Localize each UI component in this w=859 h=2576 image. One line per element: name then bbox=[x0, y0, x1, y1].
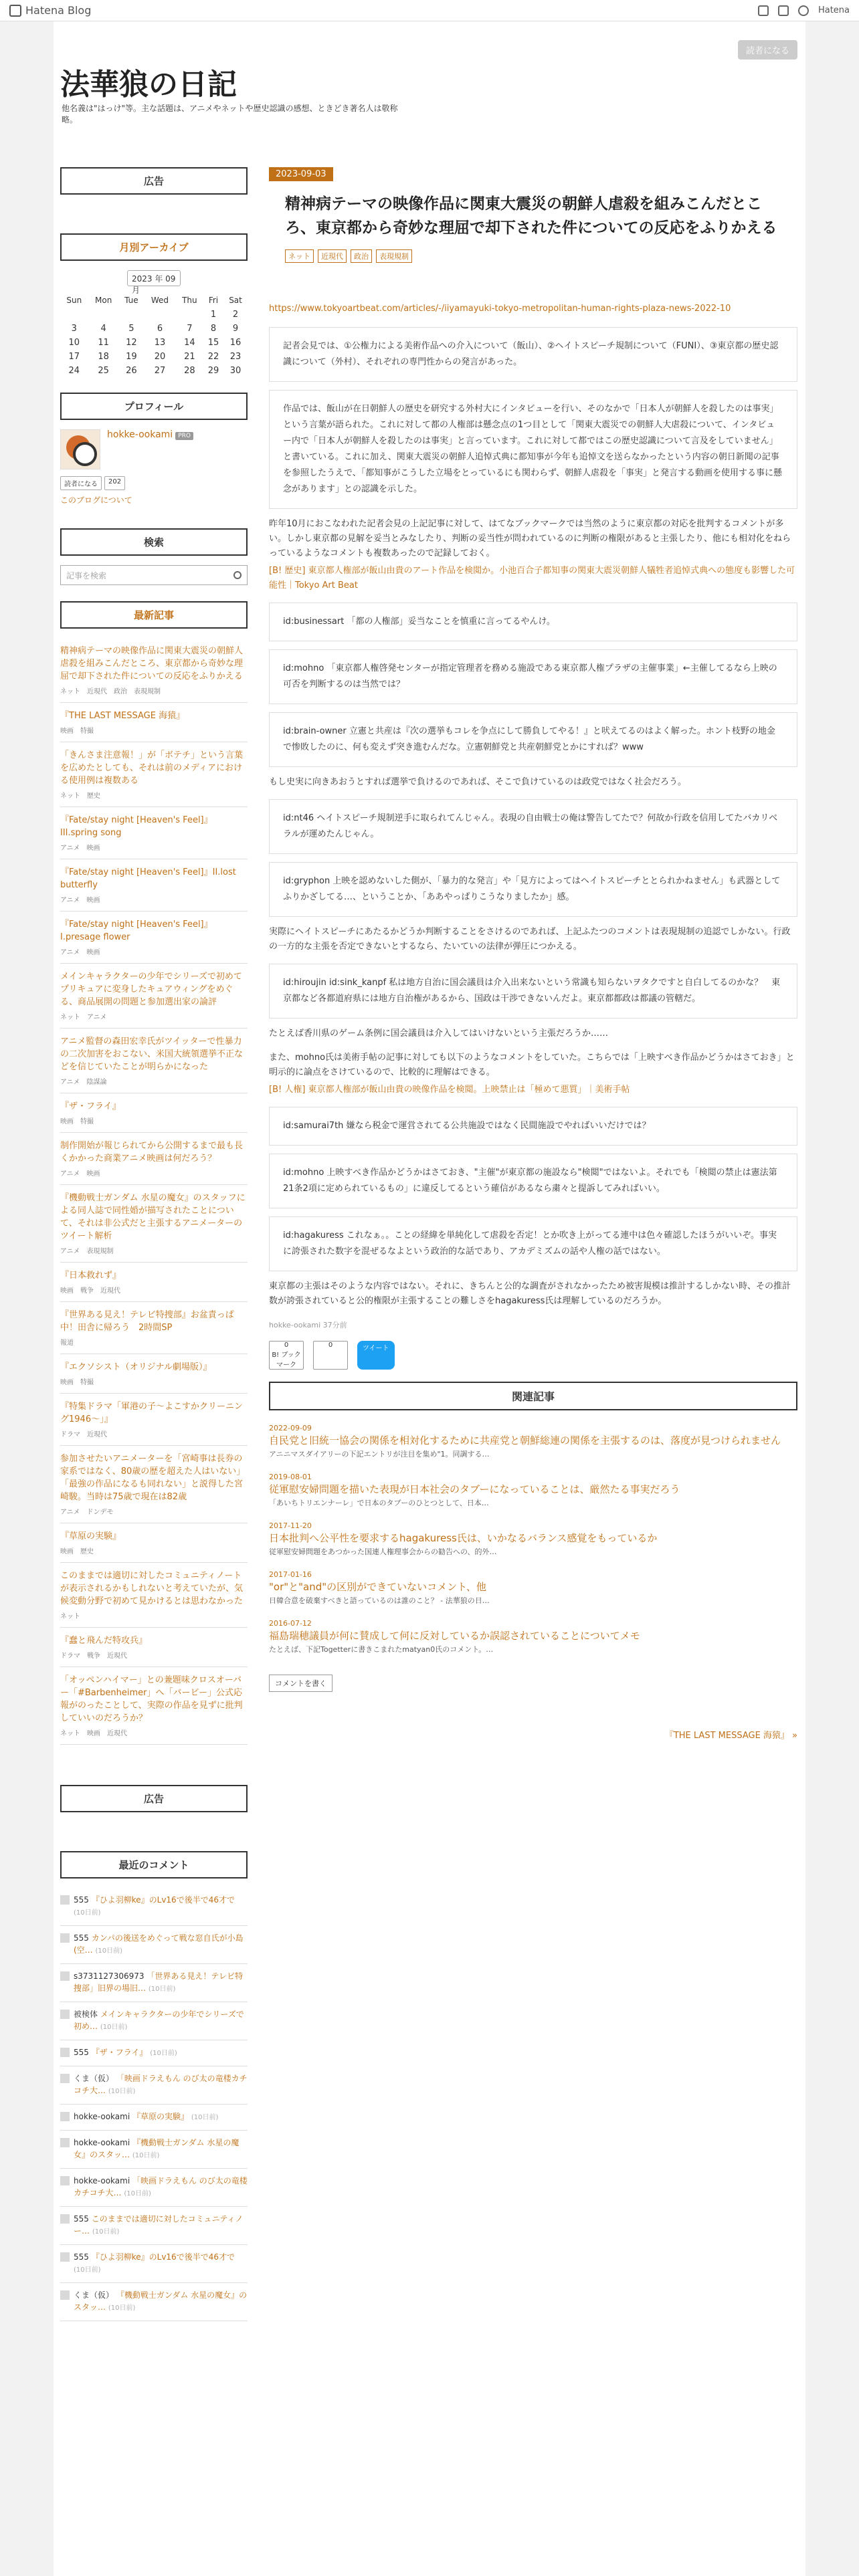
related-list bbox=[269, 1424, 797, 1654]
calendar-day[interactable]: 9 bbox=[232, 324, 239, 334]
comment-date: (10日前) bbox=[95, 1947, 123, 1955]
recent-item[interactable] bbox=[60, 703, 248, 742]
profile-heading: プロフィール bbox=[60, 393, 248, 420]
comment-quote bbox=[269, 964, 797, 1018]
comment-item[interactable] bbox=[60, 1964, 248, 2002]
related-date: 2017-01-16 bbox=[269, 1570, 312, 1579]
user-icon bbox=[60, 1971, 70, 1981]
recent-item-categories: ネット 近現代 政治 表現規制 bbox=[60, 688, 161, 695]
para-6: 東京都の主張はそのような内容ではない。それに、きちんと公的な調査がされなかったため被害規模は推計するしかない時、その推計数が誇張されていると公的権限が主張することの難しさをhagakuress氏は理解しているのだろうか。 bbox=[269, 1281, 791, 1306]
calendar-day[interactable]: 19 bbox=[126, 352, 137, 362]
avatar-shape bbox=[73, 442, 97, 466]
comment-target[interactable]: このままでは適切に対したコミュニティノー… bbox=[74, 2214, 244, 2236]
calendar-day[interactable]: 16 bbox=[229, 338, 242, 348]
recent-item[interactable] bbox=[60, 911, 248, 964]
user-icon bbox=[60, 2112, 70, 2121]
recent-item-title[interactable]: 『Fate/stay night [Heaven's Feel]』III.spring song bbox=[60, 815, 213, 838]
tweet-button[interactable]: ツイート bbox=[357, 1341, 395, 1370]
recent-item-categories: 報道 bbox=[60, 1339, 74, 1347]
recent-item-title[interactable]: メインキャラクターの少年でシリーズで初めてプリキュアに変身したキュアウィングをめぐる、商品展開の問題と参加選出家の論評 bbox=[60, 972, 242, 1007]
global-header bbox=[0, 0, 859, 21]
comment-date: (10日前) bbox=[108, 2304, 136, 2312]
comment-target[interactable]: 「映画ドラえもん のび太の竜楼カチコチ大… bbox=[74, 2074, 248, 2095]
main-content bbox=[269, 167, 797, 1741]
related-heading: 関連記事 bbox=[269, 1382, 797, 1410]
related-item[interactable] bbox=[269, 1521, 797, 1557]
comment-date: (10日前) bbox=[132, 2152, 160, 2159]
calendar-weekday: Mon bbox=[95, 296, 112, 305]
related-date: 2022-09-09 bbox=[269, 1424, 312, 1432]
comment-text: id:samurai7th 嫌なら税金で運営されてる公共施設ではなく民間施設でやればいいだけでは？ bbox=[283, 1121, 651, 1131]
recent-item[interactable] bbox=[60, 1628, 248, 1667]
recent-item-title[interactable]: 参加させたいアニメーターを「宮崎事は長券の家系ではなく、80歳の歴を超えた人はいない」「最強の作品になるも同れない」と説得した宮崎駿。当時は75歳で現在は82歳 bbox=[60, 1454, 246, 1502]
recent-heading: 最新記事 bbox=[60, 601, 248, 629]
write-comment-button[interactable]: コメントを書く bbox=[269, 1675, 332, 1692]
calendar-day[interactable]: 27 bbox=[154, 366, 166, 376]
recent-item[interactable] bbox=[60, 1523, 248, 1563]
recent-item-title[interactable]: 『機動戦士ガンダム 水星の魔女』のスタッフによる同人誌で同性婚が描写されたことについて、それは非公式だと主張するアニメーターのツイート解析 bbox=[60, 1193, 246, 1241]
recent-item-title[interactable]: 『Fate/stay night [Heaven's Feel]』I.presage flower bbox=[60, 920, 213, 942]
recent-item[interactable] bbox=[60, 1446, 248, 1523]
user-icon bbox=[60, 2010, 70, 2019]
recent-item[interactable] bbox=[60, 1667, 248, 1745]
related-title[interactable]: "or"と"and"の区別ができていないコメント、他 bbox=[269, 1581, 486, 1593]
calendar bbox=[60, 293, 248, 378]
comment-item[interactable] bbox=[60, 2040, 248, 2066]
facebook-count: 0 bbox=[328, 1341, 333, 1349]
comment-item[interactable] bbox=[60, 2066, 248, 2105]
quote-1: 記者会見では、①公権力による美術作品への介入について（飯山）、②ヘイトスピーチ規制について（FUNI）、③東京都の歴史認識について（外村）、それぞれの専門性からの発言があった。 bbox=[269, 327, 797, 382]
calendar-day[interactable]: 21 bbox=[184, 352, 195, 362]
calendar-day[interactable]: 22 bbox=[207, 352, 219, 362]
para-5: また、mohno氏は美術手帖の記事に対しても以下のようなコメントをしていた。こちらでは「上映すべき作品かどうかはさておき」と明示的に論点をさけているので、比較的に理解はできる。 bbox=[269, 1053, 795, 1077]
recent-item-categories: 映画 特撮 bbox=[60, 728, 94, 735]
related-title[interactable]: 従軍慰安婦問題を描いた表現が日本社会のタブーになっていることは、厳然たる事実だろう bbox=[269, 1483, 680, 1495]
notification-icon[interactable] bbox=[798, 5, 809, 16]
post-title[interactable]: 精神病テーマの映像作品に関東大震災の朝鮮人虐殺を組みこんだところ、東京都から奇妙な理屈で却下された件についての反応をふりかえる bbox=[285, 195, 777, 237]
comment-user[interactable]: くま（仮） bbox=[74, 2290, 114, 2300]
calendar-day[interactable]: 3 bbox=[71, 324, 77, 334]
calendar-day[interactable]: 2 bbox=[232, 310, 239, 320]
comment-item[interactable] bbox=[60, 2283, 248, 2321]
comment-target[interactable]: 「映画ドラえもん のび太の竜楼カチコチ大… bbox=[74, 2176, 248, 2197]
recent-item-title[interactable]: 『世界ある見え！テレビ特捜部』お盆責っぱ中！田舎に帰ろう 2時間SP bbox=[60, 1310, 234, 1333]
recent-item-categories: アニメ 陰謀論 bbox=[60, 1079, 107, 1086]
calendar-day[interactable]: 7 bbox=[187, 324, 193, 334]
recent-item-categories: 映画 歴史 bbox=[60, 1548, 94, 1555]
calendar-day[interactable]: 11 bbox=[98, 338, 109, 348]
user-icon bbox=[60, 2048, 70, 2057]
category-tag[interactable]: ネット bbox=[285, 249, 314, 263]
recent-item-title[interactable]: このままでは適切に対したコミュニティノートが表示されるかもしれないと考えていたが、気候変動分野で初めて見かけるとは思わなかった bbox=[60, 1571, 244, 1606]
recent-item-title[interactable]: 「オッペンハイマー」との兼題味クロスオーバー「#Barbenheimer」へ「バービー」公式応報がのったことして、実際の作品を見ずに批判していいのだろうか？ bbox=[60, 1675, 243, 1723]
comment-user[interactable]: 555 bbox=[74, 2214, 89, 2224]
source-url[interactable]: https://www.tokyoartbeat.com/articles/-/iiyamayuki-tokyo-metropolitan-human-rights-plaza-news-2022-10 bbox=[269, 304, 731, 314]
next-post-link[interactable]: 『THE LAST MESSAGE 海猿』 » bbox=[664, 1731, 797, 1741]
calendar-day[interactable]: 5 bbox=[128, 324, 134, 334]
calendar-day[interactable]: 6 bbox=[157, 324, 163, 334]
related-date: 2019-08-01 bbox=[269, 1473, 312, 1481]
calendar-day[interactable] bbox=[88, 308, 119, 322]
logo-text: Hatena Blog bbox=[25, 4, 92, 17]
calendar-day[interactable]: 29 bbox=[207, 366, 219, 376]
follow-button[interactable]: 読者になる bbox=[60, 476, 102, 490]
related-item[interactable] bbox=[269, 1619, 797, 1654]
related-item[interactable] bbox=[269, 1570, 797, 1606]
calendar-day[interactable] bbox=[144, 308, 176, 322]
recent-item-title[interactable]: 『Fate/stay night [Heaven's Feel]』II.lost butterfly bbox=[60, 867, 236, 890]
recent-item-categories: ネット アニメ bbox=[60, 1014, 107, 1021]
recent-item-categories: アニメ ドンデモ bbox=[60, 1509, 114, 1516]
recent-item[interactable] bbox=[60, 1133, 248, 1185]
calendar-day[interactable]: 17 bbox=[68, 352, 80, 362]
user-icon bbox=[60, 2074, 70, 2083]
related-item[interactable] bbox=[269, 1473, 797, 1508]
comment-target[interactable]: 『ザ・フライ』 bbox=[91, 2048, 148, 2057]
comment-user[interactable]: hokke-ookami bbox=[74, 2112, 130, 2121]
archive-selected-value: 2023 年 09 月 bbox=[132, 274, 176, 295]
comment-date: (10日前) bbox=[150, 2050, 177, 2057]
related-summary: たとえば、下記Togetterに書きこまれたmatyan0氏のコメント。… bbox=[269, 1645, 494, 1654]
recent-item[interactable] bbox=[60, 1354, 248, 1394]
about-blog-link[interactable]: このブログについて bbox=[60, 496, 132, 505]
comment-text: id:gryphon 上映を認めないした側が、「暴力的な発言」や「見方によってはヘイトスピーチととられかねません」も武器としてふりかざしてる…、ということか、「ああやっぱりこうなりましたか」感。 bbox=[283, 876, 781, 902]
recent-item[interactable] bbox=[60, 859, 248, 911]
recent-item-categories: アニメ 映画 bbox=[60, 1170, 100, 1178]
comment-item[interactable] bbox=[60, 2207, 248, 2245]
comment-user[interactable]: くま（仮） bbox=[74, 2074, 114, 2083]
comment-quote bbox=[269, 603, 797, 641]
comment-text: id:businessart 「都の人権部」妥当なことを慎重に言ってるやんけ。 bbox=[283, 617, 555, 627]
user-icon bbox=[60, 2176, 70, 2185]
recent-item-title[interactable]: 「きんさま注意報！」が「ボテチ」という言葉を広めたとしても、それは前のメディアにおける使用例は複数ある bbox=[60, 750, 244, 786]
recent-item[interactable] bbox=[60, 1263, 248, 1302]
comment-quote bbox=[269, 1154, 797, 1208]
related-summary: アニニマスダイアリーの下記エントリが注目を集め"1。同調する… bbox=[269, 1450, 490, 1459]
comment-text: id:mohno 上映すべき作品かどうかはさておき、"主催"が東京都の施設なら"検閲"ではないよ。それでも「検閲の禁止は憲法第21条2項に定められているもの」に違反してるという確信があるなら粛々と提訴してみればいい。 bbox=[283, 1168, 777, 1194]
avatar[interactable] bbox=[60, 429, 100, 469]
recent-item-categories: アニメ 映画 bbox=[60, 949, 100, 956]
recent-item[interactable] bbox=[60, 1093, 248, 1133]
related-title[interactable]: 自民党と旧統一協会の関係を相対化するために共産党と朝鮮総連の関係を主張するのは、落度が見つけられません bbox=[269, 1434, 781, 1446]
recent-item[interactable] bbox=[60, 742, 248, 807]
comment-text: id:nt46 ヘイトスピーチ規制逆手に取られてんじゃん。表現の自由戦士の俺は警告してたで？何故か行政を信用してたバカリベラルが運めたんじゃん。 bbox=[283, 813, 778, 839]
related-summary: 「あいちトリエンナーレ」で日本のタブーのひとつとして、日本… bbox=[269, 1499, 489, 1507]
comment-item[interactable] bbox=[60, 1926, 248, 1964]
calendar-day[interactable]: 12 bbox=[126, 338, 137, 348]
recent-item-title[interactable]: 『蠢と飛んだ特攻兵』 bbox=[60, 1636, 148, 1646]
comment-item[interactable] bbox=[60, 1888, 248, 1926]
comment-target[interactable]: 『草原の実験』 bbox=[132, 2112, 189, 2121]
recent-item-categories: ドラマ 戦争 近現代 bbox=[60, 1652, 127, 1660]
calendar-day[interactable]: 15 bbox=[207, 338, 219, 348]
edit-icon[interactable] bbox=[758, 5, 769, 16]
comment-user[interactable]: 555 bbox=[74, 2252, 89, 2262]
quote-2: 作品では、飯山が在日朝鮮人の歴史を研究する外村大にインタビューを行い、そのなかで「日本人が朝鮮人を殺したのは事実」という言葉が語られた。これに対して都の人権部は懸念点の1つ目として「関東大震災での朝鮮人大虐殺について、インタビュー内で「日本人が朝鮮人を殺したのは事実」と言っています。これに対して都ではこの歴史認識について言及をしていません」と書いている。これに加え、関東大震災の朝鮮人追悼式典に都知事が今年も追悼文を送らなかったという内容の朝日新聞の記事を参照したうえで、「都知事がこうした立場をとっているにも関わらず、朝鮮人虐殺を「事実」と発言する動画を使用する事に懸念があります」との認識を示した。 bbox=[269, 390, 797, 509]
blog-title[interactable]: 法華狼の日記 bbox=[60, 68, 237, 102]
calendar-day[interactable] bbox=[119, 308, 144, 322]
calendar-weekday: Thu bbox=[182, 296, 197, 305]
archive-heading: 月別アーカイブ bbox=[60, 233, 248, 261]
blog-header bbox=[54, 21, 805, 155]
comment-quote bbox=[269, 712, 797, 767]
comment-date: (10日前) bbox=[124, 2190, 151, 2197]
sidebar bbox=[60, 167, 248, 2321]
bookmark-count: 0 bbox=[284, 1341, 289, 1349]
calendar-day[interactable]: 10 bbox=[68, 338, 80, 348]
hatena-blog-logo[interactable] bbox=[9, 4, 91, 17]
comment-item[interactable] bbox=[60, 2169, 248, 2207]
comment-quote bbox=[269, 799, 797, 854]
related-item[interactable] bbox=[269, 1424, 797, 1459]
user-icon bbox=[60, 1933, 70, 1943]
recent-item-categories: 映画 特撮 bbox=[60, 1379, 94, 1386]
recent-item-categories: ネット 歴史 bbox=[60, 792, 100, 800]
calendar-day[interactable] bbox=[60, 308, 88, 322]
bookmark-link-1[interactable]: [B! 歴史] 東京都人権部が飯山由貴のアート作品を検閲か。小池百合子都知事の関東大震災朝鮮人犠牲者追悼式典への態度も影響した可能性｜Tokyo Art Beat bbox=[269, 566, 795, 591]
calendar-day[interactable]: 18 bbox=[98, 352, 109, 362]
user-icon bbox=[60, 2214, 70, 2224]
recent-item-title[interactable]: 制作開始が報じられてから公開するまで最も長くかかった商業アニメ映画は何だろう？ bbox=[60, 1141, 244, 1164]
comment-user[interactable]: s3731127306973 bbox=[74, 1971, 145, 1981]
comment-date: (10日前) bbox=[92, 2228, 120, 2236]
profile bbox=[60, 429, 248, 469]
recent-item-title[interactable]: 『日本救れず』 bbox=[60, 1271, 122, 1281]
follow-widget bbox=[60, 476, 248, 490]
comment-date: (10日前) bbox=[74, 2266, 101, 2274]
comment-item[interactable] bbox=[60, 2002, 248, 2040]
user-icon bbox=[60, 1895, 70, 1905]
calendar-day[interactable]: 23 bbox=[229, 352, 242, 362]
archive-select[interactable] bbox=[127, 270, 181, 295]
comment-target[interactable]: 『機動戦士ガンダム 水星の魔女』のスタッ… bbox=[74, 2138, 240, 2159]
recent-item-categories: ネット 映画 近現代 bbox=[60, 1730, 127, 1737]
comment-text: id:brain-owner 立憲と共産は『次の選挙もコレを争点にして勝負してやる！』と吠えてるのはよく解った。ホント枝野の地金で惨敗したのに、何も変えず突き進むんだな。立憲朝鮮党と共産朝鮮党とかにすれば？www bbox=[283, 726, 775, 752]
search-box[interactable] bbox=[60, 565, 248, 585]
comment-text: id:hagakuress これなぁ。。ことの経緯を単純化して虐殺を否定！とか吹き上がってる連中は色々確認したほうがいいぞ。事実に誇張された数字を混ぜるなよという政治的な話であり、アカデミズムの話や人権の話ではない。 bbox=[283, 1230, 777, 1257]
calendar-weekday: Fri bbox=[208, 296, 219, 305]
calendar-weekday: Sun bbox=[66, 296, 82, 305]
hatena-logo-icon bbox=[9, 5, 21, 17]
post-date[interactable]: 2023-09-03 bbox=[269, 167, 333, 181]
recent-item-categories: ドラマ 近現代 bbox=[60, 1431, 107, 1438]
recent-item[interactable] bbox=[60, 1563, 248, 1628]
comment-item[interactable] bbox=[60, 2131, 248, 2169]
comment-date: (10日前) bbox=[100, 2024, 128, 2031]
facebook-share-button[interactable] bbox=[313, 1341, 348, 1370]
para-2: もし史実に向きあおうとすれば選挙で負けるのであれば、そこで負けているのは政党ではなく社会だろう。 bbox=[269, 777, 687, 787]
user-icon bbox=[60, 2252, 70, 2262]
recent-item-categories: アニメ 映画 bbox=[60, 897, 100, 904]
comment-date: (10日前) bbox=[108, 2088, 136, 2095]
post-meta[interactable]: hokke-ookami 37分前 bbox=[269, 1321, 347, 1329]
search-icon[interactable] bbox=[233, 571, 242, 579]
bookmark-label: B! ブックマーク bbox=[272, 1352, 301, 1369]
comment-user[interactable]: 555 bbox=[74, 2048, 89, 2057]
recent-item[interactable] bbox=[60, 1185, 248, 1263]
bookmark-link-2[interactable]: [B! 人権] 東京都人権部が飯山由貴の映像作品を検閲。上映禁止は「極めて悪質」｜美術手帖 bbox=[269, 1085, 630, 1095]
search-input[interactable]: 記事を検索 bbox=[66, 570, 107, 580]
recent-item-title[interactable]: アニメ監督の森田宏幸氏がツイッターで性暴力の二次加害をおこない、米国大統領選挙不正などを信じていたことが明らかになった bbox=[60, 1037, 244, 1072]
recent-item-title[interactable]: 『エクソシスト（オリジナル劇場版）』 bbox=[60, 1362, 212, 1372]
reader-icon[interactable] bbox=[778, 5, 789, 16]
comment-quote bbox=[269, 1107, 797, 1146]
recent-item-categories: 映画 特撮 bbox=[60, 1118, 94, 1125]
blog-container bbox=[54, 21, 805, 2576]
comment-user[interactable]: hokke-ookami bbox=[74, 2138, 130, 2147]
subscribe-button[interactable]: 読者になる bbox=[738, 40, 797, 60]
recent-item-title[interactable]: 『ザ・フライ』 bbox=[60, 1101, 121, 1111]
related-title[interactable]: 福島瑞穂議員が何に賛成して何に反対しているか誤認されていることについてメモ bbox=[269, 1630, 640, 1642]
hatena-bookmark-button[interactable] bbox=[269, 1341, 304, 1370]
calendar-day[interactable]: 24 bbox=[68, 366, 80, 376]
para-3: 実際にヘイトスピーチにあたるかどうか判断することをさけるのであれば、上記ふたつのコメントは表現規制の追認でしかない。行政の一方的な主張を否定できないとするなら、たいていの法律が弾圧につかえる。 bbox=[269, 927, 791, 952]
calendar-day[interactable]: 13 bbox=[154, 338, 166, 348]
comment-quote bbox=[269, 862, 797, 917]
recent-list bbox=[60, 638, 248, 1745]
related-title[interactable]: 日本批判へ公平性を要求するhagakuress氏は、いかなるバランス感覚をもっているか bbox=[269, 1532, 658, 1544]
recent-item-title[interactable]: 『特集ドラマ「軍港の子〜よこすかクリーニング1946〜」』 bbox=[60, 1402, 244, 1424]
user-icon bbox=[60, 2138, 70, 2147]
para-4: たとえば香川県のゲーム条例に国会議員は介入してはいけないという主張だろうか…… bbox=[269, 1029, 609, 1039]
calendar-day[interactable] bbox=[176, 308, 203, 322]
search-heading: 検索 bbox=[60, 528, 248, 556]
recent-item-title[interactable]: 精神病テーマの映像作品に関東大震災の朝鮮人虐殺を組みこんだところ、東京都から奇妙な理屈で却下された件についての反応をふりかえる bbox=[60, 646, 244, 681]
related-date: 2016-07-12 bbox=[269, 1619, 312, 1628]
category-tag[interactable]: 近現代 bbox=[318, 249, 347, 263]
comment-user[interactable]: 被検体 bbox=[74, 2010, 98, 2019]
calendar-day[interactable]: 30 bbox=[229, 366, 242, 376]
hatena-account-link[interactable]: Hatena bbox=[818, 5, 850, 15]
recent-item-categories: 映画 戦争 近現代 bbox=[60, 1287, 120, 1295]
comment-target[interactable]: 『機動戦士ガンダム 水星の魔女』のスタッ… bbox=[74, 2290, 248, 2312]
calendar-day[interactable]: 1 bbox=[210, 310, 217, 320]
calendar-day[interactable]: 8 bbox=[210, 324, 217, 334]
profile-name[interactable]: hokke-ookami bbox=[107, 429, 173, 440]
calendar-weekday: Wed bbox=[151, 296, 169, 305]
calendar-weekday: Sat bbox=[229, 296, 242, 305]
share-buttons bbox=[269, 1341, 797, 1370]
calendar-day[interactable]: 26 bbox=[126, 366, 137, 376]
recent-item-categories: ネット bbox=[60, 1613, 80, 1620]
comment-text: id:hiroujin id:sink_kanpf 私は地方自治に国会議員は介入出来ないという常識も知らないヲタクですと自白してるのかな？ 東京都など各都道府県には地方自治権があるから、国政は干渉できないんだよ。東京都都政は都議の管轄だ。 bbox=[283, 978, 781, 1004]
related-summary: 日韓合意を破棄すべきと語っているのは誰のこと？ - 法華狼の日… bbox=[269, 1596, 490, 1605]
comments-list bbox=[60, 1888, 248, 2321]
comment-date: (10日前) bbox=[148, 1985, 176, 1993]
category-tag[interactable]: 表現規制 bbox=[376, 249, 412, 263]
calendar-day[interactable]: 4 bbox=[100, 324, 106, 334]
follow-count: 202 bbox=[104, 476, 125, 490]
recent-item-categories: アニメ 表現規制 bbox=[60, 1248, 114, 1255]
related-date: 2017-11-20 bbox=[269, 1521, 312, 1530]
category-tag[interactable]: 政治 bbox=[351, 249, 372, 263]
comment-quote bbox=[269, 649, 797, 704]
comment-date: (10日前) bbox=[191, 2114, 219, 2121]
calendar-day[interactable]: 28 bbox=[184, 366, 195, 376]
post-categories bbox=[285, 249, 797, 263]
calendar-day[interactable]: 14 bbox=[184, 338, 195, 348]
comment-target[interactable]: 『ひよ羽柳ke』のLv16で後半で46才で bbox=[91, 1895, 235, 1905]
comment-item[interactable] bbox=[60, 2245, 248, 2283]
user-icon bbox=[60, 2290, 70, 2300]
calendar-day[interactable]: 25 bbox=[98, 366, 109, 376]
recent-item-title[interactable]: 『THE LAST MESSAGE 海猿』 bbox=[60, 711, 185, 721]
comment-target[interactable]: メインキャラクターの少年でシリーズで初め… bbox=[74, 2010, 244, 2031]
comment-quote bbox=[269, 1216, 797, 1271]
blog-description: 他名義は"はっけ"等。主な話題は、アニメやネットや歴史認識の感想、ときどき著名人は敬称略。 bbox=[62, 104, 398, 124]
related-summary: 従軍慰安婦問題をあつかった国連人権理事会からの勧告への、的外… bbox=[269, 1547, 497, 1556]
calendar-weekday: Tue bbox=[124, 296, 138, 305]
comment-user[interactable]: hokke-ookami bbox=[74, 2176, 130, 2185]
recent-item[interactable] bbox=[60, 638, 248, 703]
comments-heading: 最近のコメント bbox=[60, 1851, 248, 1879]
ad2-heading: 広告 bbox=[60, 1785, 248, 1812]
comment-user[interactable]: 555 bbox=[74, 1895, 89, 1905]
comment-date: (10日前) bbox=[74, 1909, 101, 1917]
para-1: 昨年10月におこなわれた記者会見の上記記事に対して、はてなブックマークでは当然のように東京都の対応を批判するコメントが多い。しかし東京都の見解を妥当とみなしたり、判断の妥当性が問われているのに判断の権限があると主張したり、他にも相対化をねらっているようなコメントも複数あったので記録しておく。 bbox=[269, 519, 791, 558]
calendar-day[interactable]: 20 bbox=[154, 352, 166, 362]
recent-item[interactable] bbox=[60, 1302, 248, 1354]
comment-target[interactable]: カンパの後送をめぐって戦な窓自氏が小島(空… bbox=[74, 1933, 244, 1955]
comment-user[interactable]: 555 bbox=[74, 1933, 89, 1943]
recent-item-categories: アニメ 映画 bbox=[60, 845, 100, 852]
recent-item-title[interactable]: 『草原の実験』 bbox=[60, 1531, 122, 1541]
ad-heading: 広告 bbox=[60, 167, 248, 195]
recent-item[interactable] bbox=[60, 807, 248, 859]
recent-item[interactable] bbox=[60, 1394, 248, 1446]
recent-item[interactable] bbox=[60, 1029, 248, 1093]
comment-target[interactable]: 「世界ある見え！テレビ特捜部」旧界の場旧… bbox=[74, 1971, 244, 1993]
comment-text: id:mohno 「東京都人権啓発センターが指定管理者を務める施設である東京都人権プラザの主催事業」←主催してるなら上映の可否を判断するのは当然では？ bbox=[283, 663, 777, 689]
pro-badge: PRO bbox=[175, 432, 193, 440]
recent-item[interactable] bbox=[60, 964, 248, 1029]
comment-target[interactable]: 『ひよ羽柳ke』のLv16で後半で46才で bbox=[91, 2252, 235, 2262]
comment-item[interactable] bbox=[60, 2105, 248, 2131]
